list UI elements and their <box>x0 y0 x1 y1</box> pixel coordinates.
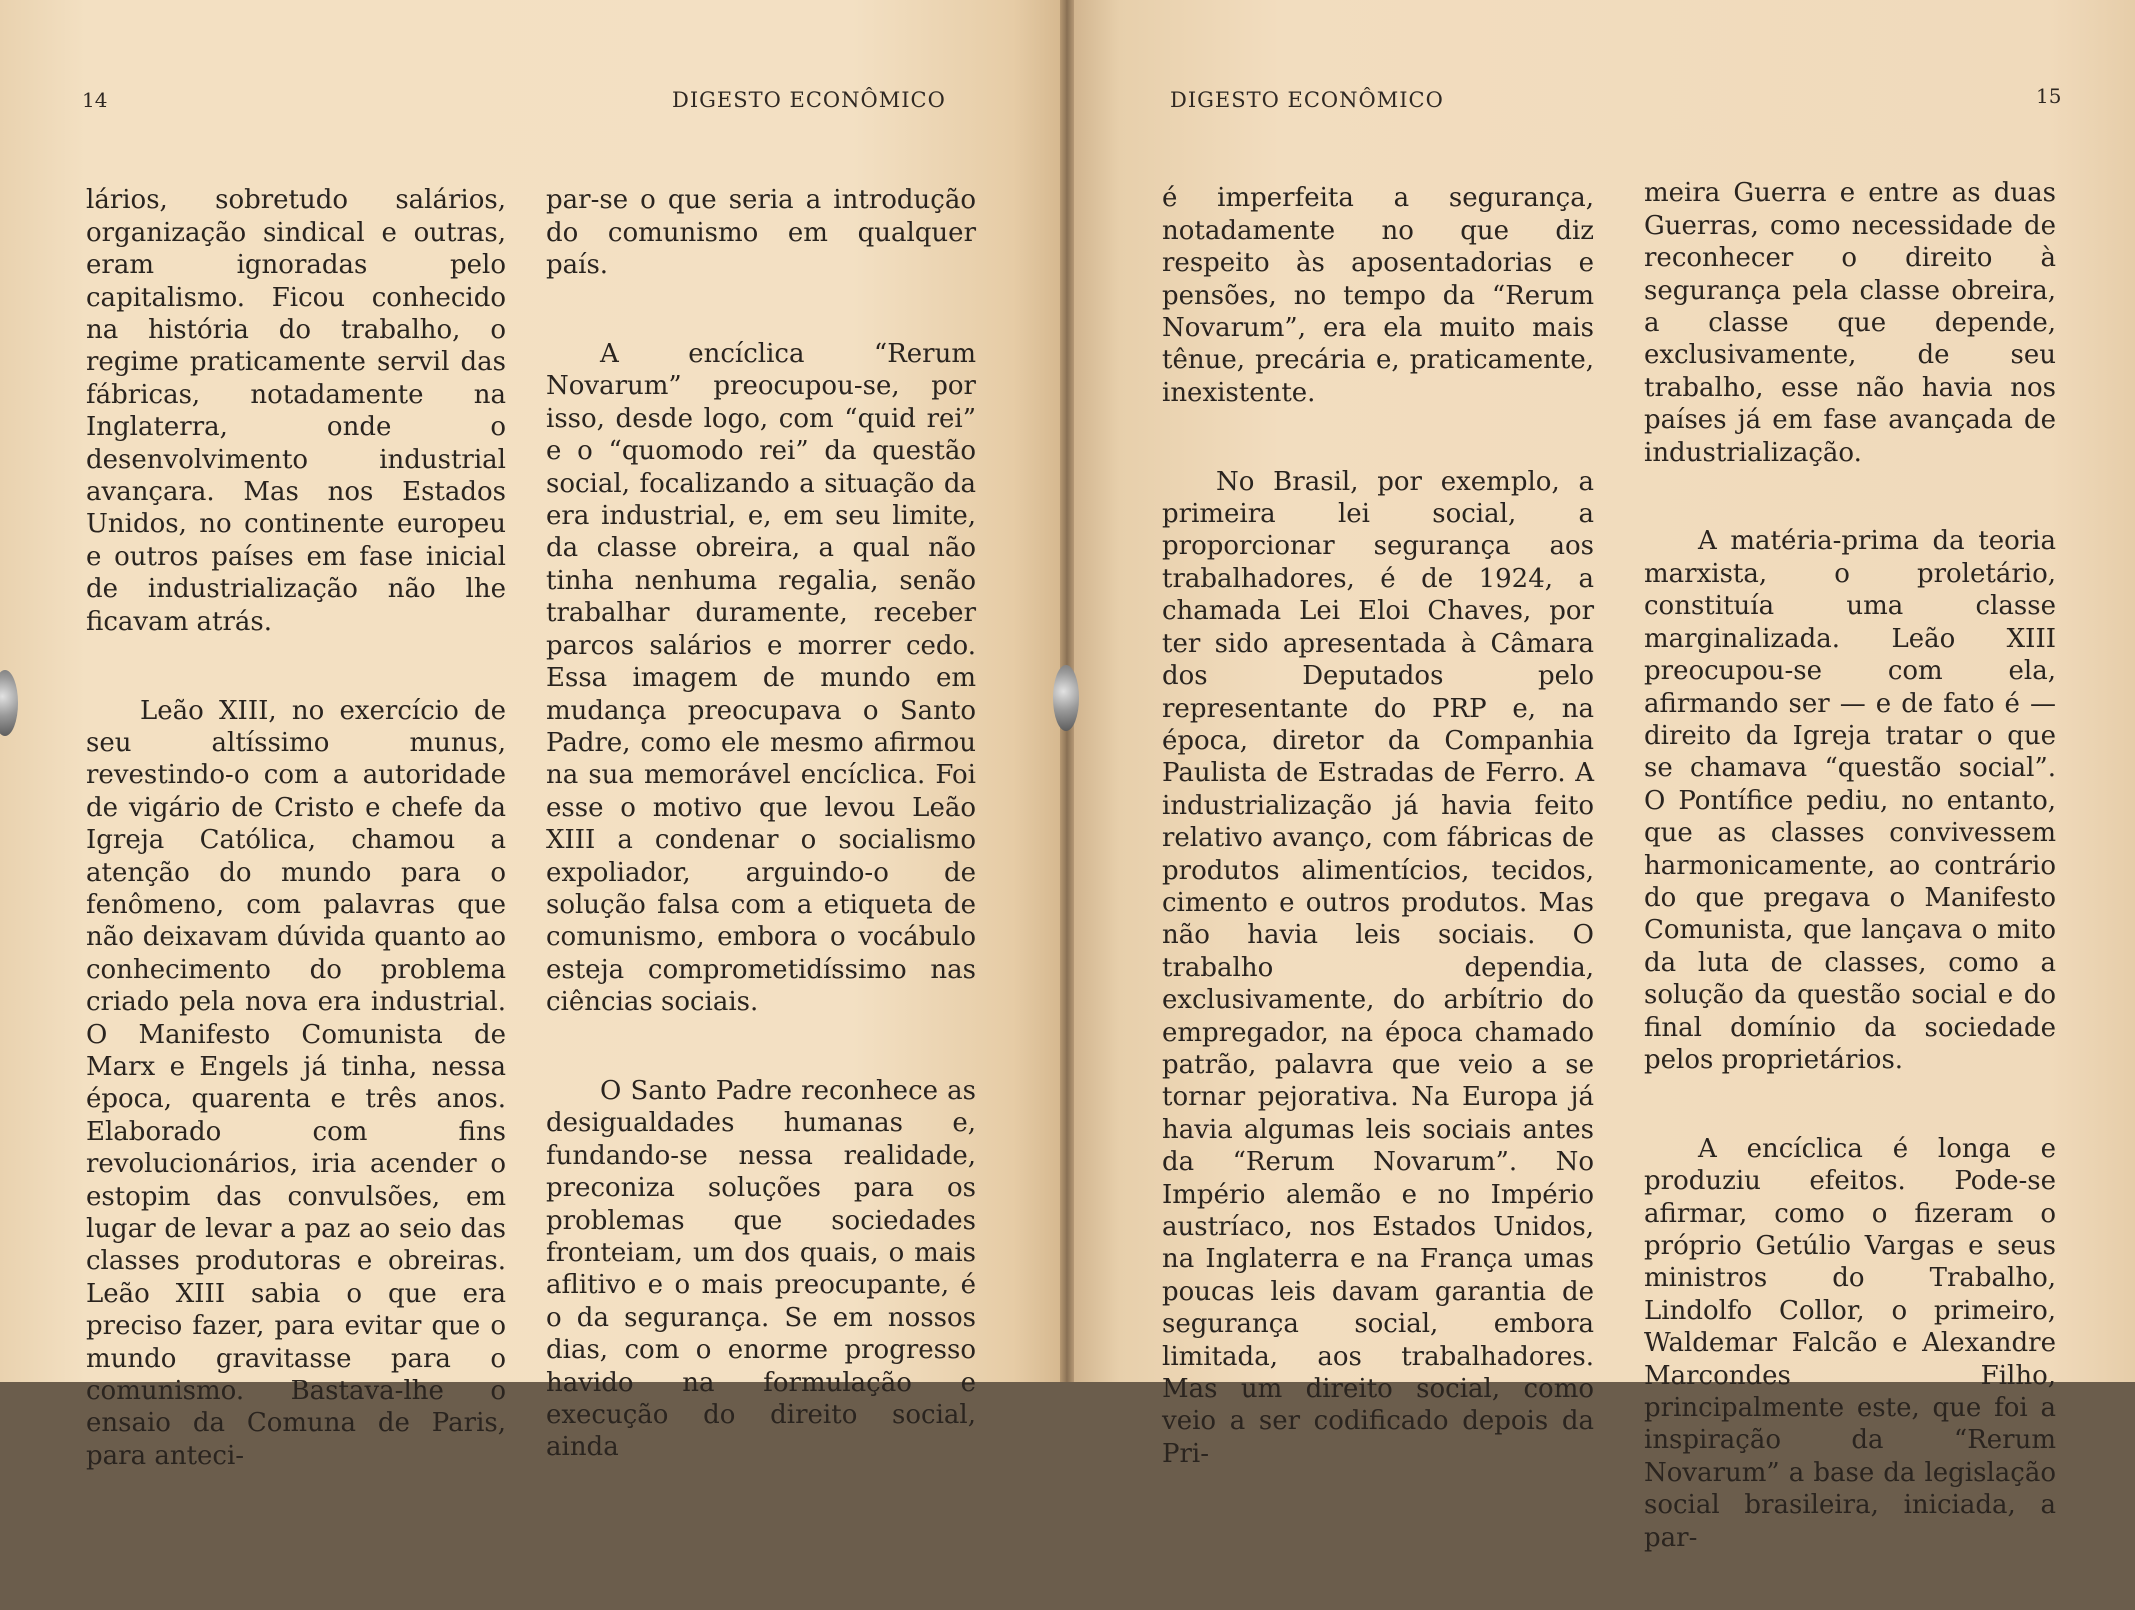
paragraph: O Santo Padre reconhece as desigualdades humanas e, fundando-se nessa realidade, preconiza soluções para os problemas que sociedades fronteiam, um dos quais, o mais aflitivo e o mais preocupante, é o da segurança. Se em nossos dias, com o enorme progresso havido na formulação e execução do direito social, ainda <box>546 1075 976 1463</box>
right-page-column-2 <box>1644 145 2056 1610</box>
paragraph: A encíclica “Rerum Novarum” preocupou-se, por isso, desde logo, com “quid rei” e o “quomodo rei” da questão social, focalizando a situação da era industrial, e, em seu limite, da classe obreira, a qual não tinha nenhuma regalia, senão trabalhar duramente, receber parcos salários e morrer cedo. Essa imagem de mundo em mudança preocupava o Santo Padre, como ele mesmo afirmou na sua memorável encíclica. Foi esse o motivo que levou Leão XIII a condenar o socialismo expoliador, arguindo-o de solução falsa com a etiqueta de comunismo, embora o vocábulo esteja comprometidíssimo nas ciências sociais. <box>546 339 976 1018</box>
paragraph: No Brasil, por exemplo, a primeira lei social, a proporcionar segurança aos trabalhadores, é de 1924, a chamada Lei Eloi Chaves, por ter sido apresentada à Câmara dos Deputados pelo representante do PRP e, na época, diretor da Companhia Paulista de Estradas de Ferro. A industrialização já havia feito relativo avanço, com fábricas de produtos alimentícios, tecidos, cimento e outros produtos. Mas não havia leis sociais. O trabalho dependia, exclusivamente, do arbítrio do empregador, na época chamado patrão, palavra que veio a se tornar pejorativa. Na Europa já havia algumas leis sociais antes da “Rerum Novarum”. No Império alemão e no Império austríaco, nos Estados Unidos, na Inglaterra e na França umas poucas leis davam garantia de segurança social, embora limitada, aos trabalhadores. Mas um direito social, como veio a ser codificado depois da Pri- <box>1162 466 1594 1469</box>
paragraph: Leão XIII, no exercício de seu altíssimo munus, revestindo-o com a autoridade de vigário de Cristo e chefe da Igreja Católica, chamou a atenção do mundo para o fenômeno, com palavras que não deixavam dúvida quanto ao conhecimento do problema criado pela nova era industrial. O Manifesto Comunista de Marx e Engels já tinha, nessa época, quarenta e três anos. Elaborado com fins revolucionários, iria acender o estopim das convulsões, em lugar de levar a paz ao seio das classes produtoras e obreiras. Leão XIII sabia o que era preciso fazer, para evitar que o mundo gravitasse para o comunismo. Bastava-lhe o ensaio da Comuna de Paris, para anteci- <box>86 695 506 1471</box>
paragraph: par-se o que seria a introdução do comunismo em qualquer país. <box>546 185 976 281</box>
page-number-left: 14 <box>82 88 108 112</box>
running-head-right: DIGESTO ECONÔMICO <box>1170 88 1444 112</box>
paragraph: é imperfeita a segurança, notadamente no que diz respeito às aposentadorias e pensões, no tempo da “Rerum Novarum”, era ela muito mais tênue, precária e, praticamente, inexistente. <box>1162 183 1594 408</box>
left-page <box>0 0 1066 1471</box>
paragraph: meira Guerra e entre as duas Guerras, como necessidade de reconhecer o direito à segurança pela classe obreira, a classe que depende, exclusivamente, de seu trabalho, esse não havia nos países já em fase avançada de industrialização. <box>1644 178 2056 468</box>
right-page-column-1 <box>1162 150 1594 1527</box>
staple-icon <box>1053 665 1079 731</box>
paragraph: lários, sobretudo salários, organização sindical e outras, eram ignoradas pelo capitalismo. Ficou conhecido na história do trabalho, o regime praticamente servil das fábricas, notadamente na Inglaterra, onde o desenvolvimento industrial avançara. Mas nos Estados Unidos, no continente europeu e outros países em fase inicial de industrialização não lhe ficavam atrás. <box>86 185 506 637</box>
left-page-column-1 <box>86 152 506 1529</box>
paragraph: A matéria-prima da teoria marxista, o proletário, constituía uma classe marginalizada. Leão XIII preocupou-se com ela, afirmando ser — e de fato é — direito da Igreja tratar o que se chamava “questão social”. O Pontífice pediu, no entanto, que as classes convivessem harmonicamente, ao contrário do que pregava o Manifesto Comunista, que lançava o mito da luta de classes, como a solução da questão social e do final domínio da sociedade pelos proprietários. <box>1644 526 2056 1075</box>
paragraph: A encíclica é longa e produziu efeitos. Pode-se afirmar, como o fizeram o próprio Getúlio Vargas e seus ministros do Trabalho, Lindolfo Collor, o primeiro, Waldemar Falcão e Alexandre Marcondes Filho, principalmente este, que foi a inspiração da “Rerum Novarum” a base da legislação social brasileira, iniciada, a par- <box>1644 1133 2056 1553</box>
page-number-right: 15 <box>2036 84 2062 108</box>
running-head-left: DIGESTO ECONÔMICO <box>672 88 946 112</box>
left-page-column-2 <box>546 152 976 1520</box>
right-page <box>1066 0 2135 1553</box>
